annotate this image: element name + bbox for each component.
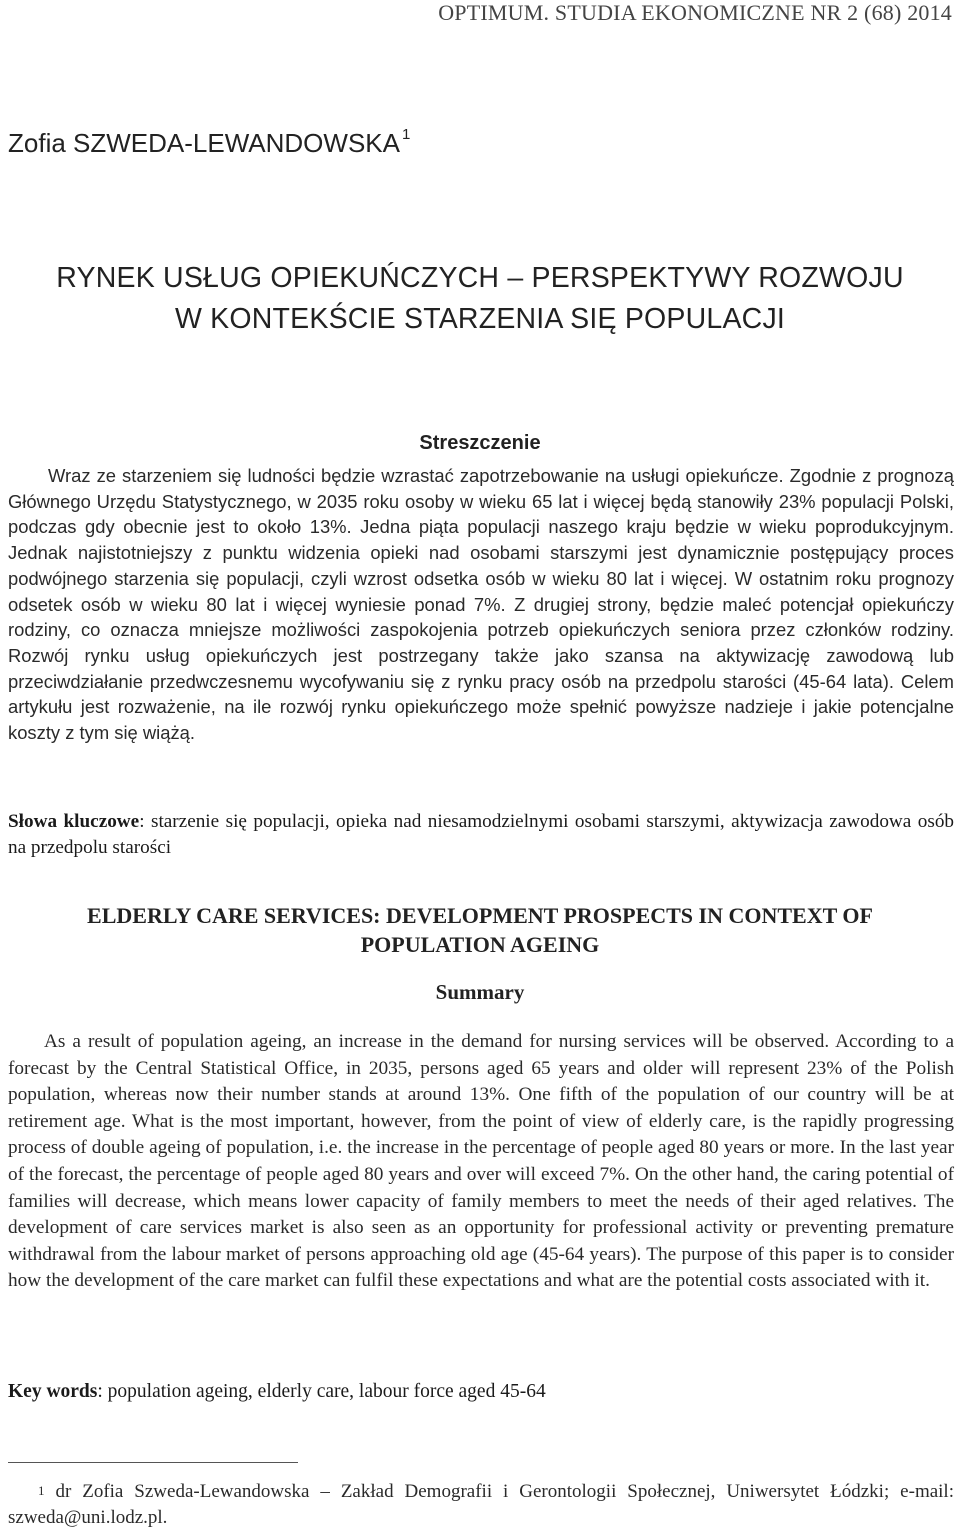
- footnote-mark: 1: [38, 1483, 45, 1498]
- journal-header: OPTIMUM. STUDIA EKONOMICZNE NR 2 (68) 2014: [438, 0, 952, 25]
- keywords-english-text: : population ageing, elderly care, labour force aged 45-64: [97, 1381, 546, 1402]
- keywords-english: [8, 1381, 546, 1403]
- abstract-text: Wraz ze starzeniem się ludności będzie wzrastać zapotrzebowanie na usługi opiekuńcze. Zgodnie z prognozą Głównego Urzędu Statystycznego, w 2035 roku osoby w wieku 65 lat i więcej będą stanowiły 23% populacji Polski, podczas gdy obecnie jest to około 13%. Jedna piąta populacji naszego kraju będzie w wieku poprodukcyjnym. Jednak najistotniejszy z punktu widzenia opieki nad osobami starszymi jest dynamicznie postępujący proces podwójnego starzenia się populacji, czyli wzrost odsetka osób w wieku 80 lat i więcej. W ostatnim roku prognozy odsetek osób w wieku 80 lat i więcej wyniesie ponad 7%. Z drugiej strony, będzie maleć potencjał opiekuńczy rodziny, co oznacza mniejsze możliwości zaspokojenia potrzeb opiekuńczych seniora przez członków rodziny. Rozwój rynku usług opiekuńczych jest postrzegany także jako szansa na aktywizację zawodową lub przeciwdziałanie przedwczesnemu wycofywaniu się z rynku pracy osób na przedpolu starości (45-64 lata). Celem artykułu jest rozważenie, na ile rozwój rynku opiekuńczego może spełnić powyższe nadzieje i jakie potencjalne koszty z tym się wiążą.: [8, 465, 954, 744]
- author-name-text: Zofia SZWEDA-LEWANDOWSKA: [8, 128, 400, 158]
- footnote-text: dr Zofia Szweda-Lewandowska – Zakład Demografii i Gerontologii Społecznej, Uniwersytet Łódzki; e-mail: szweda@uni.lodz.pl.: [8, 1481, 954, 1528]
- abstract-paragraph: [8, 463, 954, 746]
- title-english-line1: ELDERLY CARE SERVICES: DEVELOPMENT PROSPECTS IN CONTEXT OF: [87, 903, 873, 928]
- summary-paragraph: [8, 1029, 954, 1295]
- title-polish-line1: RYNEK USŁUG OPIEKUŃCZYCH – PERSPEKTYWY ROZWOJU: [56, 262, 904, 294]
- summary-heading: Summary: [435, 980, 525, 1004]
- title-english-line2: POPULATION AGEING: [360, 931, 600, 957]
- summary-text: As a result of population ageing, an increase in the demand for nursing services will be observed. According to a forecast by the Central Statistical Office, in 2035, persons aged 65 years and older will represent 23% of the Polish population, whereas now their number stands at around 13%. One fifth of the population of our country will be at retirement age. What is the most important, however, from the point of view of elderly care, is the rapidly progressing process of double ageing of population, i.e. the increase in the percentage of people aged 80 years or more. In the last year of the forecast, the percentage of people aged 80 years and over will exceed 7%. On the other hand, the caring potential of families will decrease, which means lower capacity of family members to meet the needs of their aged relatives. The development of care services market is also seen as an opportunity for professional activity or preventing premature withdrawal from the labour market of persons approaching old age (45-64 years). The purpose of this paper is to consider how the development of the care market can fulfil these expectations and what are the potential costs associated with it.: [8, 1031, 954, 1292]
- author-name: [8, 128, 410, 159]
- title-english: [0, 902, 960, 959]
- keywords-polish-label: Słowa kluczowe: [8, 811, 140, 832]
- keywords-polish: [8, 809, 954, 860]
- title-polish-line2: W KONTEKŚCIE STARZENIA SIĘ POPULACJI: [174, 303, 786, 335]
- keywords-polish-text: : starzenie się populacji, opieka nad niesamodzielnymi osobami starszymi, aktywizacja zawodowa osób na przedpolu starości: [8, 811, 955, 858]
- footnote-divider: [8, 1462, 298, 1463]
- keywords-english-label: Key words: [8, 1381, 98, 1402]
- footnote: [8, 1479, 954, 1531]
- title-polish: [0, 258, 960, 340]
- abstract-heading: Streszczenie: [419, 432, 541, 454]
- author-footnote-mark[interactable]: 1: [401, 126, 411, 143]
